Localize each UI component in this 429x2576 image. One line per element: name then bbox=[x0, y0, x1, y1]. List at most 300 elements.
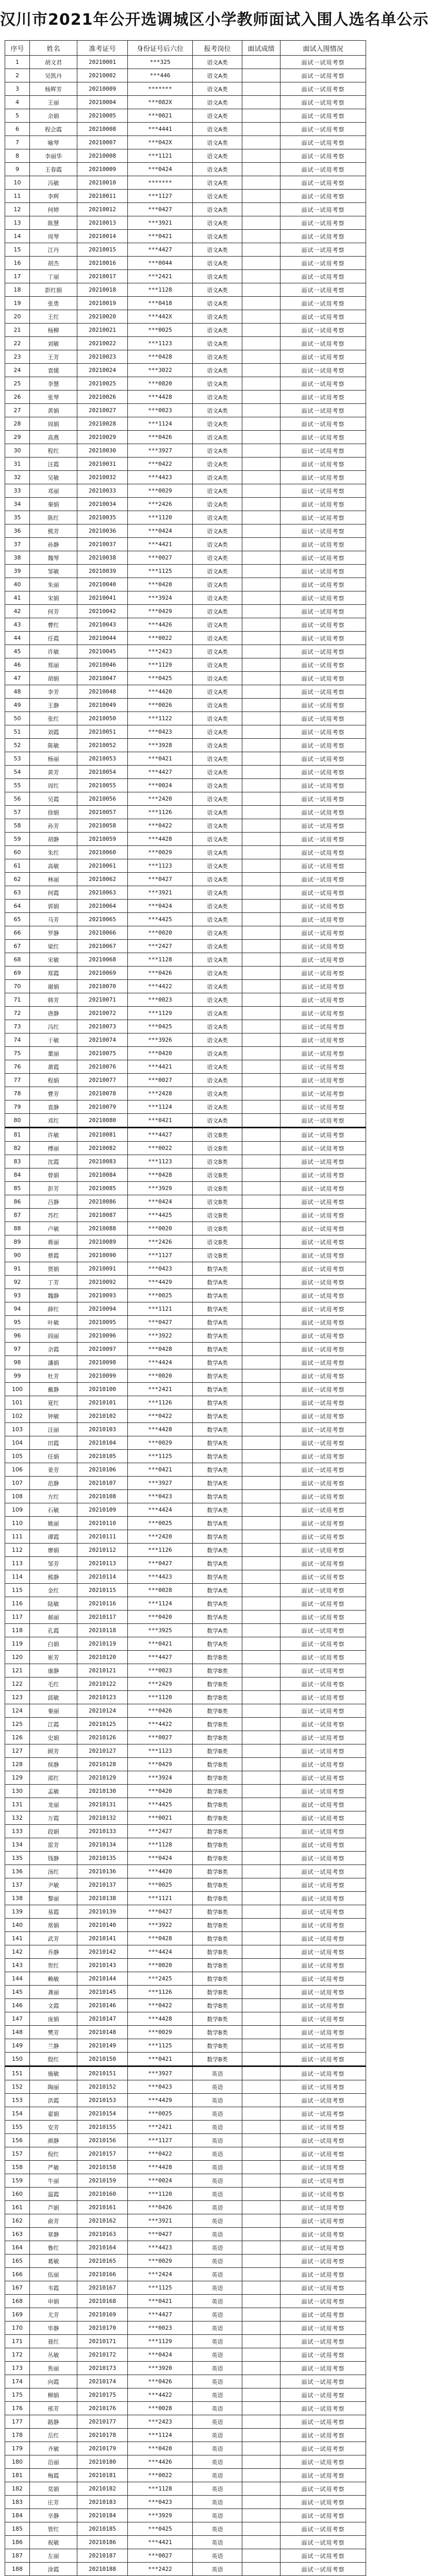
cell-idx: 161 bbox=[5, 2201, 30, 2214]
cell-idx: 146 bbox=[5, 1999, 30, 2012]
table-row bbox=[5, 819, 366, 833]
cell-idx: 178 bbox=[5, 2429, 30, 2442]
cell-sub: 语文A类 bbox=[193, 699, 242, 712]
cell-idx: 167 bbox=[5, 2281, 30, 2295]
cell-num: 20210152 bbox=[77, 2080, 128, 2094]
cell-sub: 数学A类 bbox=[193, 1637, 242, 1651]
cell-status: 面试一试用考察 bbox=[280, 1316, 366, 1329]
table-row bbox=[5, 1074, 366, 1087]
cell-status: 面试一试用考察 bbox=[280, 993, 366, 1007]
cell-idx: 60 bbox=[5, 846, 30, 859]
cell-cert: ***1125 bbox=[128, 2281, 193, 2295]
cell-cert: ***1121 bbox=[128, 1302, 193, 1316]
cell-cert: ***1129 bbox=[128, 1007, 193, 1020]
cell-cert: ***3921 bbox=[128, 886, 193, 900]
cell-sub: 语文A类 bbox=[193, 685, 242, 699]
table-row bbox=[5, 1878, 366, 1892]
cell-sub: 英语 bbox=[193, 2415, 242, 2429]
cell-idx: 119 bbox=[5, 1637, 30, 1651]
cell-num: 20210178 bbox=[77, 2429, 128, 2442]
cell-name: 胡静 bbox=[30, 833, 77, 846]
cell-status: 面试一试用考察 bbox=[280, 1074, 366, 1087]
cell-status: 面试一试用考察 bbox=[280, 1033, 366, 1047]
cell-score bbox=[242, 967, 280, 980]
cell-idx: 96 bbox=[5, 1329, 30, 1343]
cell-score bbox=[242, 1704, 280, 1718]
table-row bbox=[5, 1209, 366, 1222]
cell-status: 面试一试用考察 bbox=[280, 1235, 366, 1249]
table-row bbox=[5, 2295, 366, 2308]
cell-name: 胡杰 bbox=[30, 257, 77, 270]
cell-status: 面试一试用考察 bbox=[280, 2469, 366, 2482]
cell-status: 面试一试用考察 bbox=[280, 109, 366, 123]
table-row bbox=[5, 2026, 366, 2039]
cell-score bbox=[242, 96, 280, 109]
cell-num: 20210132 bbox=[77, 1811, 128, 1825]
cell-sub: 英语 bbox=[193, 2563, 242, 2576]
cell-score bbox=[242, 1262, 280, 1276]
cell-num: 20210136 bbox=[77, 1865, 128, 1878]
table-row bbox=[5, 1664, 366, 1677]
cell-cert: ***2425 bbox=[128, 1972, 193, 1986]
cell-num: 20210071 bbox=[77, 993, 128, 1007]
cell-score bbox=[242, 1865, 280, 1878]
cell-status: 面试一试用考察 bbox=[280, 2134, 366, 2147]
cell-num: 20210162 bbox=[77, 2214, 128, 2228]
cell-num: 20210011 bbox=[77, 190, 128, 203]
cell-status: 面试一试用考察 bbox=[280, 672, 366, 685]
cell-idx: 57 bbox=[5, 806, 30, 819]
cell-idx: 183 bbox=[5, 2496, 30, 2509]
cell-cert: ***0428 bbox=[128, 1932, 193, 1945]
cell-cert: ***1123 bbox=[128, 859, 193, 873]
cell-status: 面试一试用考察 bbox=[280, 2214, 366, 2228]
cell-status: 面试一试用考察 bbox=[280, 2563, 366, 2576]
cell-cert: ***0428 bbox=[128, 1343, 193, 1356]
cell-cert: ***0426 bbox=[128, 967, 193, 980]
cell-name: 余娟 bbox=[30, 109, 77, 123]
cell-num: 20210139 bbox=[77, 1905, 128, 1919]
cell-num: 20210140 bbox=[77, 1919, 128, 1932]
cell-score bbox=[242, 1060, 280, 1074]
cell-cert: ***0022 bbox=[128, 632, 193, 645]
cell-name: 易霞 bbox=[30, 1905, 77, 1919]
cell-score bbox=[242, 2496, 280, 2509]
table-row bbox=[5, 2066, 366, 2080]
cell-status: 面试一试用考察 bbox=[280, 484, 366, 498]
cell-status: 面试一试用考察 bbox=[280, 2388, 366, 2402]
cell-name: 毛红 bbox=[30, 1677, 77, 1691]
cell-cert: ***0025 bbox=[128, 2107, 193, 2121]
cell-name: 许敏 bbox=[30, 645, 77, 658]
cell-name: 兰静 bbox=[30, 2039, 77, 2053]
cell-status: 面试一试用考察 bbox=[280, 391, 366, 404]
cell-status: 面试一试用考察 bbox=[280, 2268, 366, 2281]
cell-score bbox=[242, 1530, 280, 1544]
cell-cert: ***1125 bbox=[128, 2039, 193, 2053]
cell-num: 20210016 bbox=[77, 257, 128, 270]
cell-status: 面试一试用考察 bbox=[280, 2496, 366, 2509]
table-row bbox=[5, 1087, 366, 1100]
cell-num: 20210075 bbox=[77, 1047, 128, 1060]
table-row bbox=[5, 2188, 366, 2201]
cell-idx: 148 bbox=[5, 2026, 30, 2039]
cell-sub: 语文A类 bbox=[193, 1033, 242, 1047]
cell-sub: 数学B类 bbox=[193, 1691, 242, 1704]
cell-name: 雷芳 bbox=[30, 1838, 77, 1852]
cell-sub: 语文A类 bbox=[193, 993, 242, 1007]
cell-name: 殷红 bbox=[30, 2053, 77, 2066]
cell-score bbox=[242, 1356, 280, 1369]
table-row bbox=[5, 1316, 366, 1329]
cell-num: 20210002 bbox=[77, 69, 128, 82]
cell-num: 20210108 bbox=[77, 1490, 128, 1503]
cell-cert: ***0020 bbox=[128, 1959, 193, 1972]
cell-score bbox=[242, 176, 280, 190]
cell-cert: ***2423 bbox=[128, 2415, 193, 2429]
cell-idx: 42 bbox=[5, 605, 30, 618]
cell-num: 20210169 bbox=[77, 2308, 128, 2321]
cell-cert: ***0421 bbox=[128, 2295, 193, 2308]
cell-num: 20210058 bbox=[77, 819, 128, 833]
cell-name: 洪霞 bbox=[30, 2094, 77, 2107]
cell-score bbox=[242, 2066, 280, 2080]
cell-score bbox=[242, 2228, 280, 2241]
table-row bbox=[5, 149, 366, 163]
cell-cert: ***3926 bbox=[128, 1033, 193, 1047]
cell-status: 面试一试用考察 bbox=[280, 1289, 366, 1302]
table-row bbox=[5, 766, 366, 779]
cell-cert: ***2426 bbox=[128, 1235, 193, 1249]
cell-cert: ***4425 bbox=[128, 913, 193, 926]
cell-score bbox=[242, 2161, 280, 2174]
cell-num: 20210032 bbox=[77, 471, 128, 484]
cell-score bbox=[242, 2241, 280, 2255]
cell-score bbox=[242, 2281, 280, 2295]
cell-idx: 14 bbox=[5, 230, 30, 243]
cell-cert: ***0029 bbox=[128, 2026, 193, 2039]
cell-sub: 语文A类 bbox=[193, 391, 242, 404]
table-row bbox=[5, 2335, 366, 2348]
cell-score bbox=[242, 498, 280, 511]
cell-num: 20210120 bbox=[77, 1651, 128, 1664]
cell-status: 面试一试用考察 bbox=[280, 1637, 366, 1651]
cell-cert: ***0024 bbox=[128, 779, 193, 792]
cell-idx: 64 bbox=[5, 900, 30, 913]
cell-num: 20210182 bbox=[77, 2482, 128, 2496]
cell-status: 面试一试用考察 bbox=[280, 270, 366, 283]
cell-idx: 185 bbox=[5, 2522, 30, 2536]
cell-idx: 118 bbox=[5, 1624, 30, 1637]
cell-cert: ***1129 bbox=[128, 658, 193, 672]
cell-status: 面试一试用考察 bbox=[280, 551, 366, 565]
cell-num: 20210095 bbox=[77, 1316, 128, 1329]
cell-name: 倪红 bbox=[30, 2147, 77, 2161]
cell-idx: 179 bbox=[5, 2442, 30, 2455]
cell-sub: 英语 bbox=[193, 2335, 242, 2348]
cell-num: 20210111 bbox=[77, 1530, 128, 1544]
cell-name: 尤芳 bbox=[30, 2308, 77, 2321]
cell-sub: 语文A类 bbox=[193, 310, 242, 324]
cell-cert: ***0020 bbox=[128, 926, 193, 940]
cell-cert: ***0421 bbox=[128, 1114, 193, 1128]
cell-sub: 数学A类 bbox=[193, 1490, 242, 1503]
cell-sub: 语文A类 bbox=[193, 163, 242, 176]
cell-sub: 数学B类 bbox=[193, 1718, 242, 1731]
table-row bbox=[5, 1785, 366, 1798]
table-row bbox=[5, 1249, 366, 1262]
cell-sub: 语文A类 bbox=[193, 190, 242, 203]
table-row bbox=[5, 645, 366, 658]
cell-cert: ***0029 bbox=[128, 846, 193, 859]
cell-status: 面试一试用考察 bbox=[280, 1557, 366, 1570]
cell-score bbox=[242, 1878, 280, 1892]
cell-cert: ***3927 bbox=[128, 2066, 193, 2080]
cell-idx: 31 bbox=[5, 457, 30, 471]
cell-cert: ***4422 bbox=[128, 2388, 193, 2402]
table-row bbox=[5, 1436, 366, 1450]
cell-cert: ***0427 bbox=[128, 2228, 193, 2241]
cell-sub: 数学B类 bbox=[193, 1838, 242, 1852]
cell-idx: 80 bbox=[5, 1114, 30, 1128]
cell-idx: 156 bbox=[5, 2134, 30, 2147]
table-row bbox=[5, 2482, 366, 2496]
cell-sub: 语文A类 bbox=[193, 1047, 242, 1060]
cell-sub: 语文A类 bbox=[193, 243, 242, 257]
cell-cert: ***4429 bbox=[128, 2094, 193, 2107]
cell-cert: ***442X bbox=[128, 310, 193, 324]
table-row bbox=[5, 967, 366, 980]
cell-idx: 95 bbox=[5, 1316, 30, 1329]
cell-num: 20210001 bbox=[77, 56, 128, 69]
table-row bbox=[5, 565, 366, 578]
cell-sub: 语文B类 bbox=[193, 1155, 242, 1168]
cell-num: 20210174 bbox=[77, 2375, 128, 2388]
cell-num: 20210166 bbox=[77, 2268, 128, 2281]
cell-sub: 语文A类 bbox=[193, 752, 242, 766]
cell-status: 面试一试用考察 bbox=[280, 967, 366, 980]
cell-score bbox=[242, 1838, 280, 1852]
cell-cert: ***1126 bbox=[128, 1544, 193, 1557]
table-row bbox=[5, 1047, 366, 1060]
cell-idx: 147 bbox=[5, 2012, 30, 2026]
cell-score bbox=[242, 1999, 280, 2012]
cell-name: 张琴 bbox=[30, 391, 77, 404]
cell-num: 20210107 bbox=[77, 1477, 128, 1490]
cell-cert: ***1128 bbox=[128, 1838, 193, 1852]
cell-score bbox=[242, 1490, 280, 1503]
cell-sub: 英语 bbox=[193, 2214, 242, 2228]
cell-sub: 语文B类 bbox=[193, 1235, 242, 1249]
cell-idx: 92 bbox=[5, 1276, 30, 1289]
cell-score bbox=[242, 297, 280, 310]
cell-num: 20210036 bbox=[77, 524, 128, 538]
cell-name: 邱敏 bbox=[30, 1691, 77, 1704]
cell-sub: 语文A类 bbox=[193, 364, 242, 377]
cell-score bbox=[242, 1343, 280, 1356]
cell-idx: 6 bbox=[5, 123, 30, 136]
cell-num: 20210037 bbox=[77, 538, 128, 551]
cell-status: 面试一试用考察 bbox=[280, 900, 366, 913]
cell-idx: 176 bbox=[5, 2402, 30, 2415]
table-row bbox=[5, 993, 366, 1007]
cell-idx: 2 bbox=[5, 69, 30, 82]
cell-name: 吕静 bbox=[30, 1195, 77, 1209]
cell-idx: 51 bbox=[5, 725, 30, 739]
cell-idx: 50 bbox=[5, 712, 30, 725]
table-row bbox=[5, 524, 366, 538]
cell-cert: ***1120 bbox=[128, 511, 193, 524]
table-row bbox=[5, 1168, 366, 1182]
cell-idx: 108 bbox=[5, 1490, 30, 1503]
cell-cert: ***4429 bbox=[128, 1276, 193, 1289]
cell-status: 面试一试用考察 bbox=[280, 1128, 366, 1142]
cell-status: 面试一试用考察 bbox=[280, 1919, 366, 1932]
cell-score bbox=[242, 1664, 280, 1677]
cell-idx: 40 bbox=[5, 578, 30, 591]
cell-name: 戴静 bbox=[30, 1383, 77, 1396]
table-row bbox=[5, 243, 366, 257]
cell-cert: ***2427 bbox=[128, 940, 193, 953]
cell-num: 20210176 bbox=[77, 2402, 128, 2415]
table-row bbox=[5, 859, 366, 873]
cell-status: 面试一试用考察 bbox=[280, 1209, 366, 1222]
table-row bbox=[5, 2147, 366, 2161]
cell-idx: 117 bbox=[5, 1611, 30, 1624]
cell-num: 20210106 bbox=[77, 1463, 128, 1477]
cell-name: 钟敏 bbox=[30, 1410, 77, 1423]
table-row bbox=[5, 1530, 366, 1544]
cell-idx: 67 bbox=[5, 940, 30, 953]
cell-name: 许敏 bbox=[30, 1128, 77, 1142]
cell-status: 面试一试用考察 bbox=[280, 2147, 366, 2161]
cell-status: 面试一试用考察 bbox=[280, 1530, 366, 1544]
cell-name: 萧霞 bbox=[30, 1060, 77, 1074]
cell-sub: 语文A类 bbox=[193, 967, 242, 980]
cell-sub: 语文A类 bbox=[193, 1060, 242, 1074]
cell-num: 20210046 bbox=[77, 658, 128, 672]
cell-idx: 76 bbox=[5, 1060, 30, 1074]
cell-score bbox=[242, 1744, 280, 1758]
cell-status: 面试一试用考察 bbox=[280, 404, 366, 417]
cell-num: 20210064 bbox=[77, 900, 128, 913]
table-row bbox=[5, 1477, 366, 1490]
cell-name: 莫娟 bbox=[30, 2482, 77, 2496]
cell-cert: ***0427 bbox=[128, 873, 193, 886]
cell-sub: 数学B类 bbox=[193, 2039, 242, 2053]
cell-num: 20210033 bbox=[77, 484, 128, 498]
cell-cert: ***0426 bbox=[128, 2375, 193, 2388]
cell-idx: 162 bbox=[5, 2214, 30, 2228]
cell-name: 陈慧 bbox=[30, 216, 77, 230]
cell-sub: 语文A类 bbox=[193, 578, 242, 591]
cell-name: 秦娟 bbox=[30, 498, 77, 511]
cell-cert: ***3927 bbox=[128, 1477, 193, 1490]
cell-score bbox=[242, 2039, 280, 2053]
cell-status: 面试一试用考察 bbox=[280, 752, 366, 766]
cell-sub: 数学B类 bbox=[193, 1825, 242, 1838]
cell-idx: 188 bbox=[5, 2563, 30, 2576]
cell-sub: 语文B类 bbox=[193, 1209, 242, 1222]
table-row bbox=[5, 1033, 366, 1047]
cell-cert: ******* bbox=[128, 176, 193, 190]
cell-idx: 77 bbox=[5, 1074, 30, 1087]
table-row bbox=[5, 1410, 366, 1423]
cell-num: 20210121 bbox=[77, 1664, 128, 1677]
cell-cert: ***2422 bbox=[128, 2563, 193, 2576]
cell-cert: ***0027 bbox=[128, 551, 193, 565]
cell-status: 面试一试用考察 bbox=[280, 1490, 366, 1503]
cell-idx: 58 bbox=[5, 819, 30, 833]
cell-score bbox=[242, 484, 280, 498]
cell-cert: ***4420 bbox=[128, 685, 193, 699]
cell-num: 20210023 bbox=[77, 350, 128, 364]
cell-sub: 语文B类 bbox=[193, 1128, 242, 1142]
cell-sub: 数学A类 bbox=[193, 1262, 242, 1276]
cell-num: 20210004 bbox=[77, 96, 128, 109]
cell-sub: 语文A类 bbox=[193, 846, 242, 859]
cell-cert: ***4422 bbox=[128, 980, 193, 993]
cell-num: 20210142 bbox=[77, 1945, 128, 1959]
cell-sub: 语文A类 bbox=[193, 56, 242, 69]
table-row bbox=[5, 1932, 366, 1945]
cell-num: 20210087 bbox=[77, 1209, 128, 1222]
cell-cert: ***0423 bbox=[128, 2080, 193, 2094]
cell-name: 尹敏 bbox=[30, 1878, 77, 1892]
cell-sub: 语文A类 bbox=[193, 551, 242, 565]
table-row bbox=[5, 1865, 366, 1878]
cell-idx: 107 bbox=[5, 1477, 30, 1490]
cell-sub: 语文B类 bbox=[193, 1168, 242, 1182]
cell-idx: 24 bbox=[5, 364, 30, 377]
cell-status: 面试一试用考察 bbox=[280, 2536, 366, 2549]
cell-num: 20210094 bbox=[77, 1302, 128, 1316]
cell-name: 孟敏 bbox=[30, 1785, 77, 1798]
cell-num: 20210082 bbox=[77, 1142, 128, 1155]
cell-status: 面试一试用考察 bbox=[280, 324, 366, 337]
cell-sub: 数学B类 bbox=[193, 2053, 242, 2066]
cell-status: 面试一试用考察 bbox=[280, 2335, 366, 2348]
cell-score bbox=[242, 913, 280, 926]
cell-score bbox=[242, 511, 280, 524]
cell-score bbox=[242, 2308, 280, 2321]
cell-num: 20210137 bbox=[77, 1878, 128, 1892]
cell-status: 面试一试用考察 bbox=[280, 56, 366, 69]
cell-sub: 语文A类 bbox=[193, 712, 242, 725]
cell-name: 万霞 bbox=[30, 1811, 77, 1825]
cell-idx: 171 bbox=[5, 2335, 30, 2348]
table-row bbox=[5, 1222, 366, 1235]
cell-status: 面试一试用考察 bbox=[280, 913, 366, 926]
cell-cert: ***0025 bbox=[128, 1517, 193, 1530]
table-row bbox=[5, 203, 366, 216]
cell-name: 曹红 bbox=[30, 618, 77, 632]
cell-name: 鲁红 bbox=[30, 2241, 77, 2255]
cell-status: 面试一试用考察 bbox=[280, 1892, 366, 1905]
table-row bbox=[5, 431, 366, 444]
cell-status: 面试一试用考察 bbox=[280, 2094, 366, 2107]
cell-sub: 语文A类 bbox=[193, 913, 242, 926]
table-row bbox=[5, 484, 366, 498]
cell-sub: 语文A类 bbox=[193, 658, 242, 672]
cell-sub: 数学A类 bbox=[193, 1436, 242, 1450]
cell-status: 面试一试用考察 bbox=[280, 1007, 366, 1020]
cell-score bbox=[242, 471, 280, 484]
cell-num: 20210181 bbox=[77, 2469, 128, 2482]
cell-idx: 82 bbox=[5, 1142, 30, 1155]
cell-score bbox=[242, 1329, 280, 1343]
cell-sub: 语文A类 bbox=[193, 1114, 242, 1128]
